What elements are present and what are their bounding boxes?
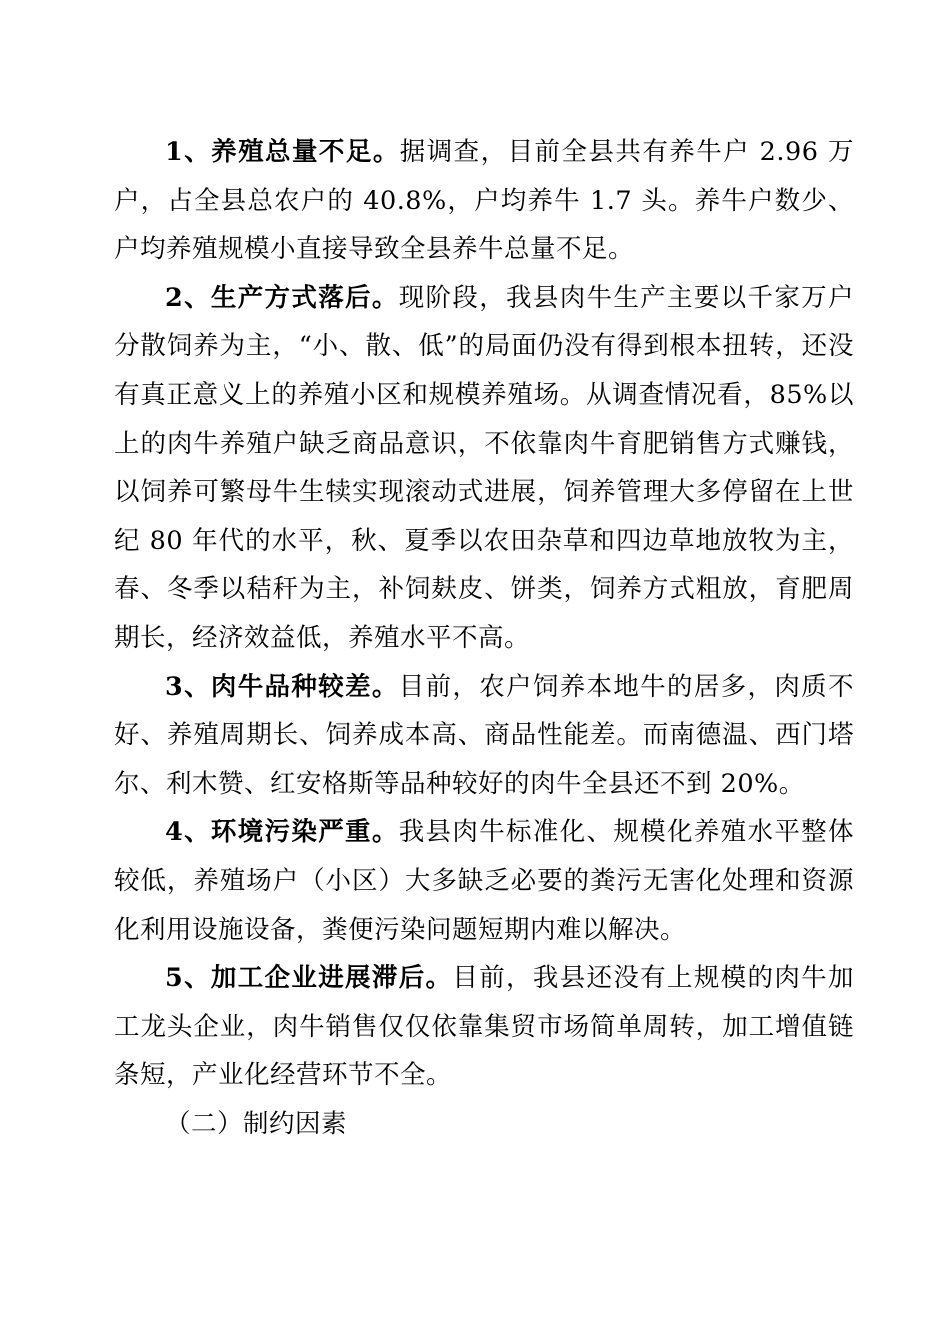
paragraph-1-text: 据调查，目前全县共有养牛户 2.96 万户，占全县总农户的 40.8%，户均养牛 1.7 头。养牛户数少、户均养殖规模小直接导致全县养牛总量不足。 (114, 137, 854, 265)
paragraph-3 (114, 663, 854, 809)
paragraph-2 (114, 274, 854, 663)
paragraph-3-heading: 3、肉牛品种较差。 (165, 671, 399, 702)
paragraph-1 (114, 128, 854, 274)
paragraph-1-heading: 1、养殖总量不足。 (165, 137, 400, 167)
paragraph-5-heading: 5、加工企业进展滞后。 (165, 963, 453, 994)
section-subheading: （二）制约因素 (165, 1108, 348, 1139)
paragraph-3-text: 目前，农户饲养本地牛的居多，肉质不好、养殖周期长、饲养成本高、商品性能差。而南德温、西门塔尔、利木赞、红安格斯等品种较好的肉牛全县还不到 20%。 (114, 671, 854, 799)
paragraph-2-text: 现阶段，我县肉牛生产主要以千家万户分散饲养为主，“小、散、低”的局面仍没有得到根本扭转，还没有真正意义上的养殖小区和规模养殖场。从调查情况看，85%以上的肉牛养殖户缺乏商品意识，不依靠肉牛育肥销售方式赚钱，以饲养可繁母牛生犊实现滚动式进展，饲养管理大多停留在上世纪 80 年代的水平，秋、夏季以农田杂草和四边草地放牧为主，春、冬季以秸秆为主，补饲麸皮、饼类，饲养方式粗放，育肥周期长，经济效益低，养殖水平不高。 (114, 282, 854, 653)
paragraph-4 (114, 808, 854, 954)
paragraph-2-heading: 2、生产方式落后。 (165, 282, 399, 313)
paragraph-5 (114, 954, 854, 1100)
paragraph-5-text: 目前，我县还没有上规模的肉牛加工龙头企业，肉牛销售仅仅依靠集贸市场简单周转，加工增值链条短，产业化经营环节不全。 (114, 963, 854, 1091)
document-body (114, 128, 854, 1148)
paragraph-4-text: 我县肉牛标准化、规模化养殖水平整体较低，养殖场户（小区）大多缺乏必要的粪污无害化处理和资源化利用设施设备，粪便污染问题短期内难以解决。 (114, 817, 854, 945)
paragraph-4-heading: 4、环境污染严重。 (165, 817, 399, 848)
